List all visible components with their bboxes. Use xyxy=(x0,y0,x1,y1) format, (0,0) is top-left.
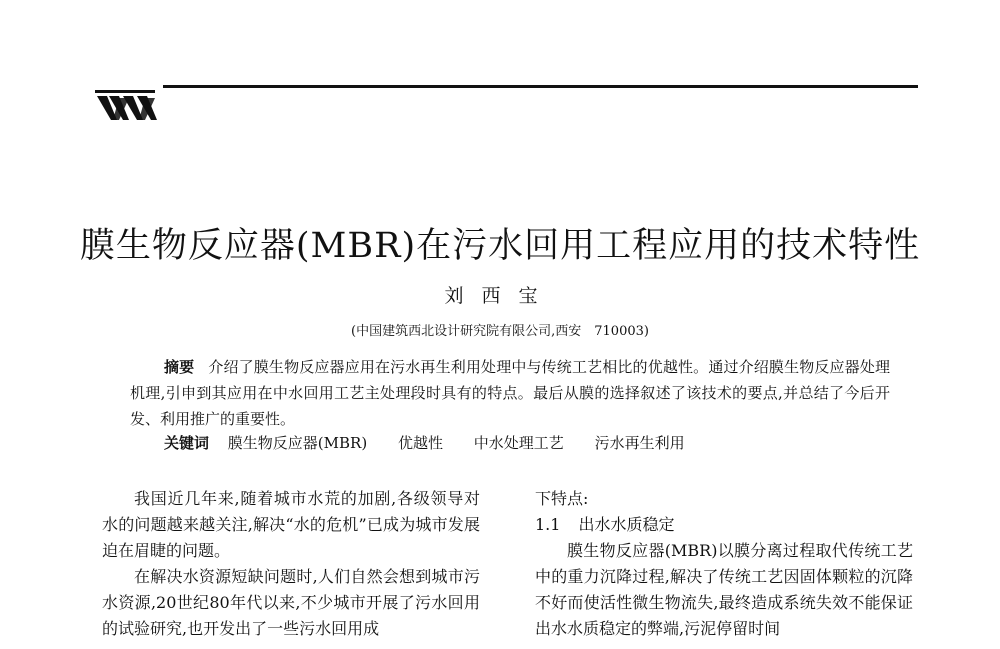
article-title: 膜生物反应器(MBR)在污水回用工程应用的技术特性 xyxy=(79,226,921,266)
body-lead-line: 下特点: xyxy=(535,489,589,508)
body-column-left xyxy=(102,486,480,642)
keywords-label: 关键词 xyxy=(164,434,210,452)
journal-logo-icon xyxy=(93,84,163,124)
keywords xyxy=(164,432,884,453)
body-paragraph: 膜生物反应器(MBR)以膜分离过程取代传统工艺中的重力沉降过程,解决了传统工艺因固体颗粒的沉降不好而使活性微生物流失,最终造成系统失效不能保证出水水质稳定的弊端,污泥停留时间 xyxy=(535,541,913,638)
header-rule xyxy=(163,85,918,88)
body-paragraph: 我国近几年来,随着城市水荒的加剧,各级领导对水的问题越来越关注,解决“水的危机”已成为城市发展迫在眉睫的问题。 xyxy=(102,489,480,560)
section-number: 1.1 xyxy=(535,515,561,534)
keyword: 膜生物反应器(MBR) xyxy=(227,434,368,452)
section-title: 出水水质稳定 xyxy=(578,515,675,534)
abstract xyxy=(130,354,890,432)
body-column-right xyxy=(535,486,913,642)
keyword: 优越性 xyxy=(397,434,443,452)
abstract-text: 介绍了膜生物反应器应用在污水再生利用处理中与传统工艺相比的优越性。通过介绍膜生物反应器处理机理,引申到其应用在中水回用工艺主处理段时具有的特点。最后从膜的选择叙述了该技术的要点,并总结了今后开发、利用推广的重要性。 xyxy=(130,358,890,428)
author-affiliation: (中国建筑西北设计研究院有限公司,西安 710003) xyxy=(351,324,649,339)
abstract-label: 摘要 xyxy=(164,358,195,376)
body-paragraph: 在解决水资源短缺问题时,人们自然会想到城市污水资源,20世纪80年代以来,不少城市开展了污水回用的试验研究,也开发出了一些污水回用成 xyxy=(102,567,480,638)
keyword: 中水处理工艺 xyxy=(473,434,564,452)
keyword: 污水再生利用 xyxy=(594,434,685,452)
article-author: 刘西宝 xyxy=(444,285,556,307)
section-heading xyxy=(535,512,913,538)
